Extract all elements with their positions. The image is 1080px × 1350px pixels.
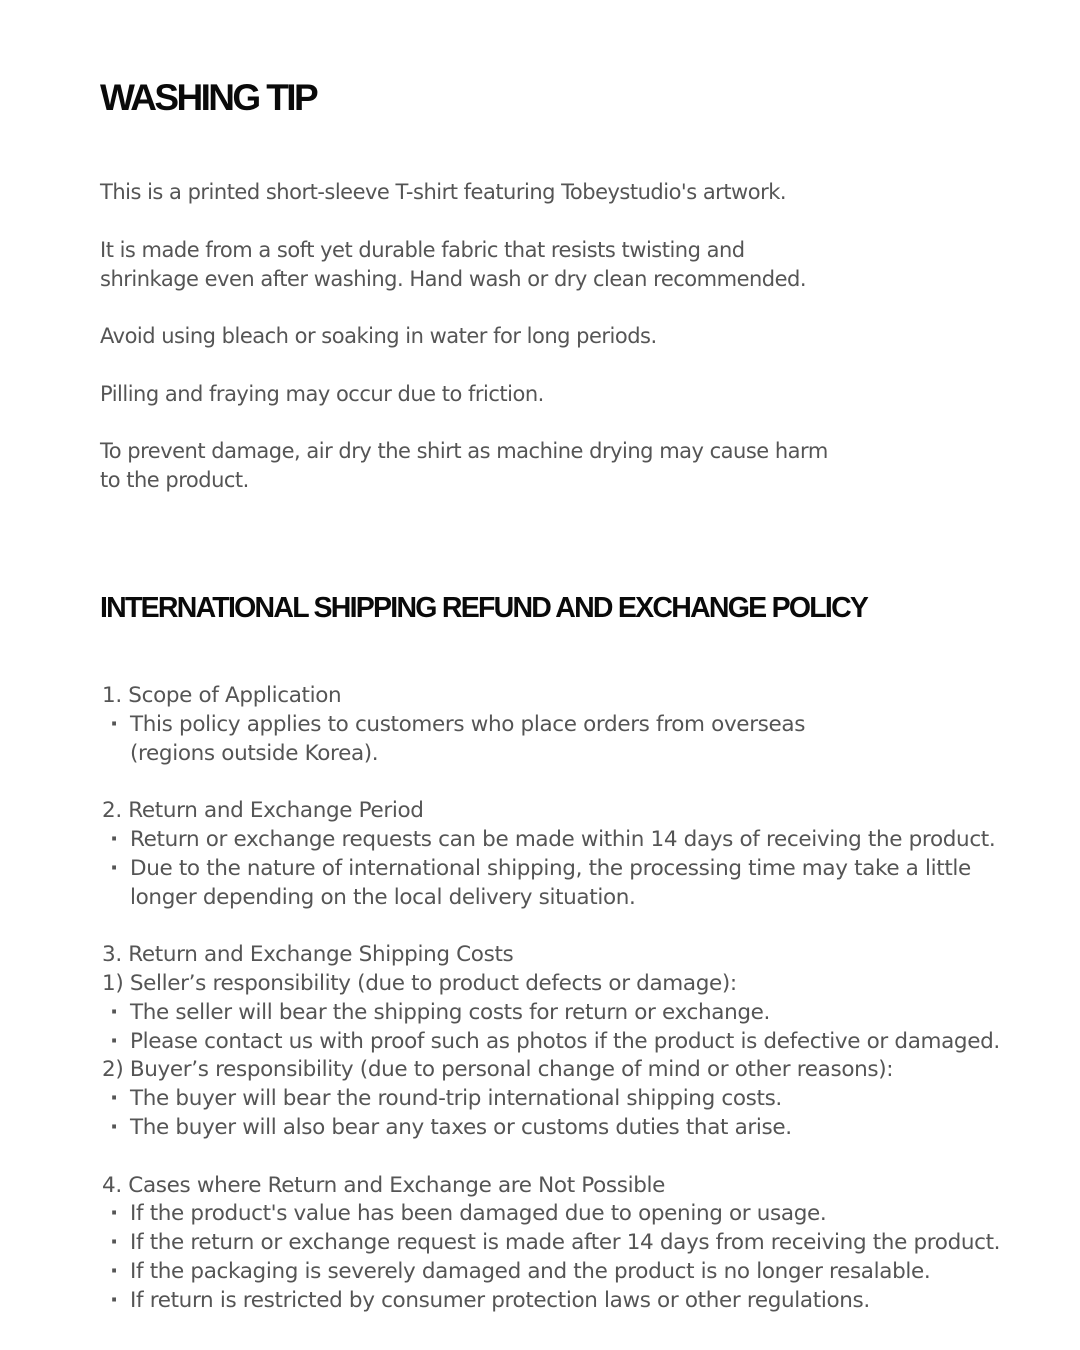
- policy-body: [102, 682, 1062, 1344]
- bullet-item: · Please contact us with proof such as photos if the product is defective or damaged.: [102, 1028, 1062, 1057]
- bullet-item: · If the return or exchange request is made after 14 days from receiving the product.: [102, 1229, 1062, 1258]
- sub-heading-buyer: 2) Buyer’s responsibility (due to personal change of mind or other reasons):: [102, 1057, 894, 1083]
- washing-tip-body: [100, 178, 1060, 524]
- washing-tip-title: WASHING TIP: [100, 77, 317, 118]
- washing-paragraph: Avoid using bleach or soaking in water for long periods.: [100, 324, 657, 348]
- bullet-item: · The buyer will also bear any taxes or customs duties that arise.: [102, 1114, 1062, 1143]
- section-heading: 2. Return and Exchange Period: [102, 798, 424, 824]
- washing-paragraph: Pilling and fraying may occur due to friction.: [100, 381, 544, 406]
- washing-paragraph: This is a printed short-sleeve T-shirt featuring Tobeystudio's artwork.: [100, 180, 787, 204]
- washing-paragraph: It is made from a soft yet durable fabric that resists twisting and shrinkage even after washing. Hand wash or dry clean recommended.: [100, 237, 807, 291]
- policy-section-period: [102, 797, 1062, 912]
- sub-heading-seller: 1) Seller’s responsibility (due to product defects or damage):: [102, 970, 737, 996]
- bullet-item: · The seller will bear the shipping costs for return or exchange.: [102, 999, 1062, 1028]
- bullet-item: · This policy applies to customers who place orders from overseas (regions outside Korea).: [102, 711, 1062, 769]
- bullet-item: · Due to the nature of international shipping, the processing time may take a little longer depending on the local delivery situation.: [102, 855, 1062, 913]
- product-detail-page: [100, 0, 1060, 1350]
- policy-section-not-possible: [102, 1172, 1062, 1316]
- bullet-item: · If return is restricted by consumer protection laws or other regulations.: [102, 1287, 1062, 1316]
- bullet-item: · Return or exchange requests can be made within 14 days of receiving the product.: [102, 826, 1062, 855]
- policy-title: INTERNATIONAL SHIPPING REFUND AND EXCHANGE POLICY: [100, 592, 868, 624]
- section-heading: 1. Scope of Application: [102, 683, 342, 708]
- policy-section-shipping-costs: [102, 941, 1062, 1143]
- section-heading: 4. Cases where Return and Exchange are Not Possible: [102, 1172, 666, 1198]
- bullet-item: · If the packaging is severely damaged and the product is no longer resalable.: [102, 1258, 1062, 1287]
- policy-section-scope: [102, 682, 1062, 768]
- washing-paragraph: To prevent damage, air dry the shirt as machine drying may cause harm to the product.: [100, 439, 828, 492]
- section-heading: 3. Return and Exchange Shipping Costs: [102, 942, 514, 968]
- bullet-item: · The buyer will bear the round-trip international shipping costs.: [102, 1085, 1062, 1114]
- bullet-item: · If the product's value has been damaged due to opening or usage.: [102, 1200, 1062, 1229]
